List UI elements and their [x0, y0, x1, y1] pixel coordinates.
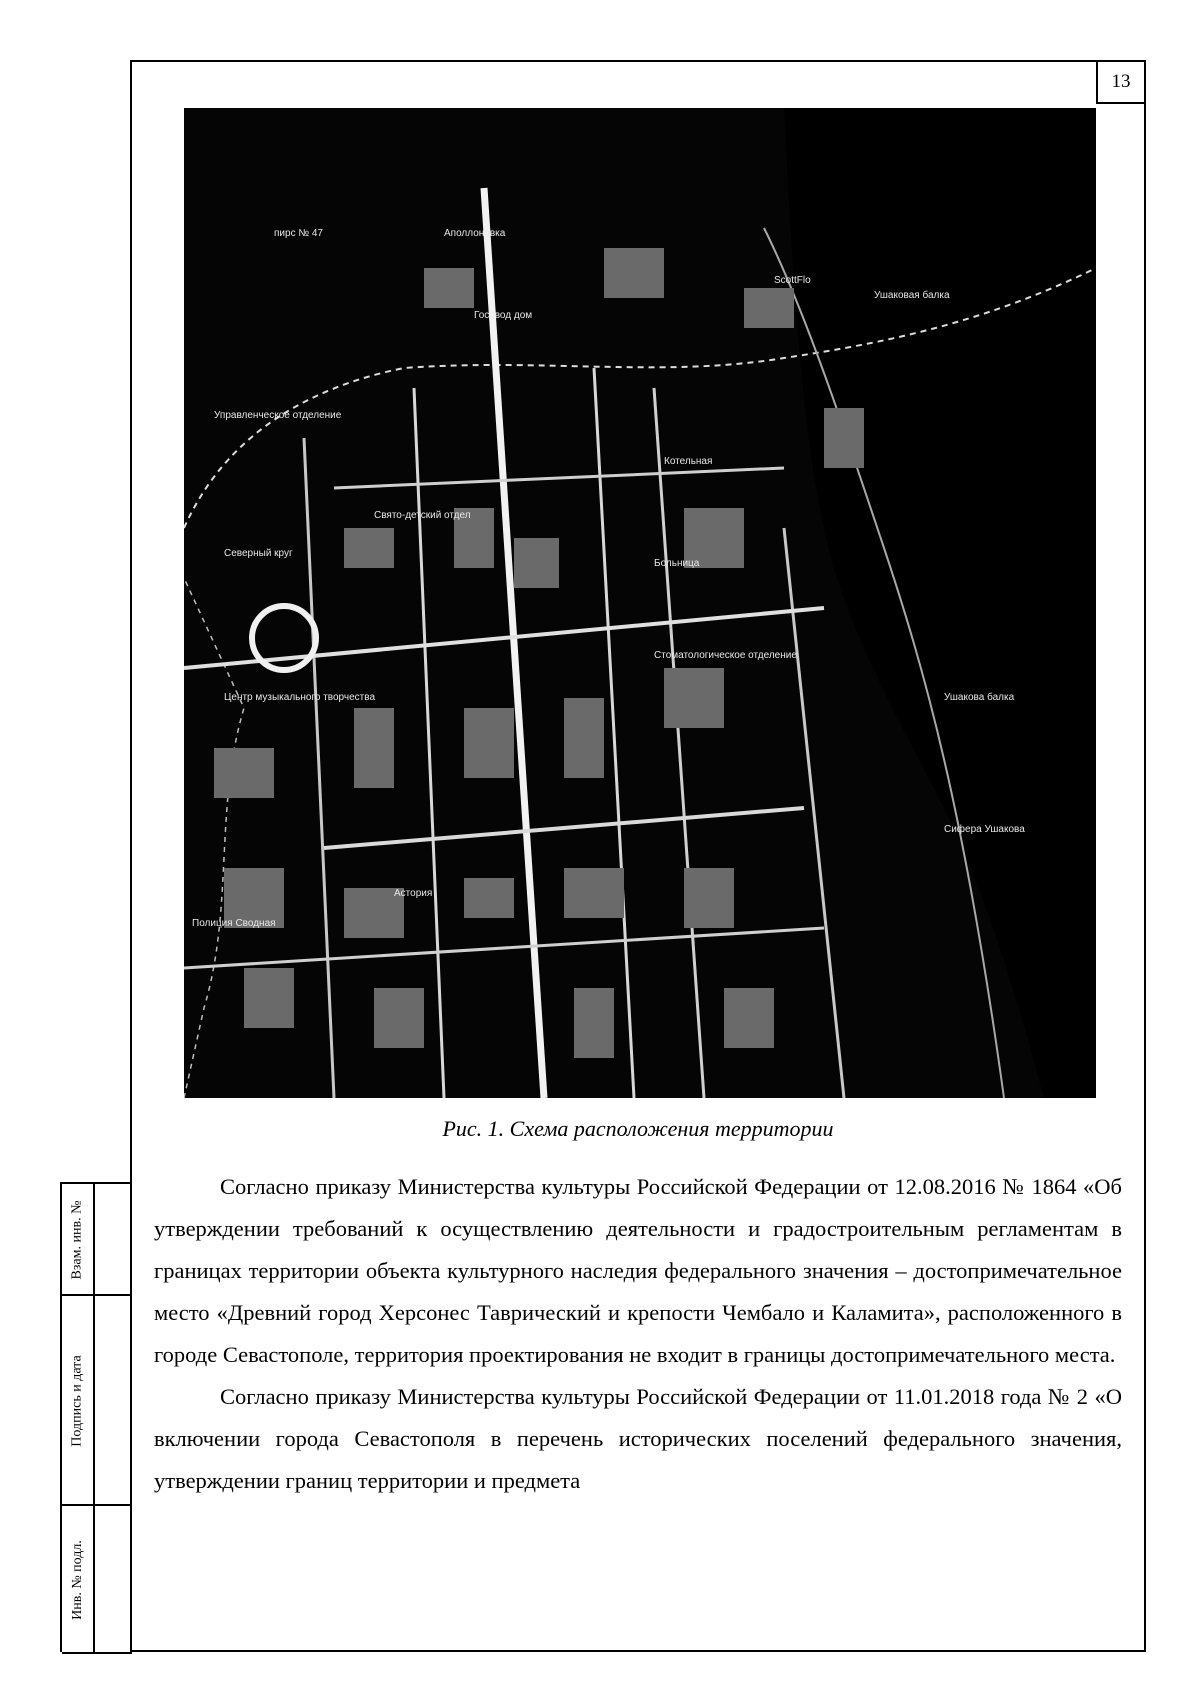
- paragraph: Согласно приказу Министерства культуры Российской Федерации от 11.01.2018 года № 2 «О включении города Севастополя в перечень исторических поселений федерального значения, утверждении границ территории и предмета: [154, 1384, 1122, 1493]
- body-text: [154, 1166, 1122, 1502]
- cross-road-3: [184, 928, 824, 968]
- map-label: Котельная: [664, 456, 713, 467]
- map-label: пирс № 47: [274, 228, 323, 239]
- map-drawing: [184, 108, 1096, 1098]
- stamp-label: Взам. инв. №: [69, 1200, 85, 1280]
- map-label: Свято-детский отдел: [374, 510, 471, 521]
- map-label: Госпвод дом: [474, 310, 533, 321]
- map-label: Стоматологическое отделение: [654, 650, 797, 661]
- map-label: Ушакова балка: [944, 692, 1015, 703]
- stamp-label: Инв. № подл.: [69, 1540, 85, 1620]
- paragraph: Согласно приказу Министерства культуры Российской Федерации от 12.08.2016 № 1864 «Об утверждении требований к осуществлению деятельности и градостроительным регламентам в границах территории объекта культурного наследия федерального значения – достопримечательное место «Древний город Херсонес Таврический и крепости Чембало и Каламита», расположенного в городе Севастополе, территория проектирования не входит в границы достопримечательного места.: [154, 1174, 1122, 1367]
- map-label: Астория: [394, 888, 433, 899]
- main-road: [484, 188, 544, 1098]
- page-number: 13: [1096, 62, 1144, 104]
- cross-road-4: [334, 468, 784, 488]
- location-map: [184, 108, 1096, 1098]
- map-label: Ушаковая балка: [874, 290, 950, 301]
- map-label: Управленческое отделение: [214, 410, 342, 421]
- map-label: Северный круг: [224, 548, 293, 559]
- boundary-dashed-2: [184, 578, 244, 1098]
- stamp-block: [60, 1182, 130, 1652]
- stamp-label: Подпись и дата: [69, 1355, 85, 1447]
- page-frame: [130, 60, 1146, 1652]
- cross-road-2: [324, 808, 804, 848]
- road-6: [784, 528, 844, 1098]
- map-label: Сифера Ушакова: [944, 824, 1025, 835]
- map-label: Полиция Сводная: [192, 918, 276, 929]
- road-5: [304, 438, 334, 1098]
- map-label: Центр музыкального творчества: [224, 692, 376, 703]
- map-label: Больница: [654, 558, 700, 569]
- figure-caption: Рис. 1. Схема расположения территории: [442, 1116, 834, 1141]
- bay-water: [784, 108, 1096, 1098]
- road-4: [654, 388, 704, 1098]
- map-label: Аполлоновка: [444, 228, 506, 239]
- map-label: ScottFlo: [774, 275, 811, 286]
